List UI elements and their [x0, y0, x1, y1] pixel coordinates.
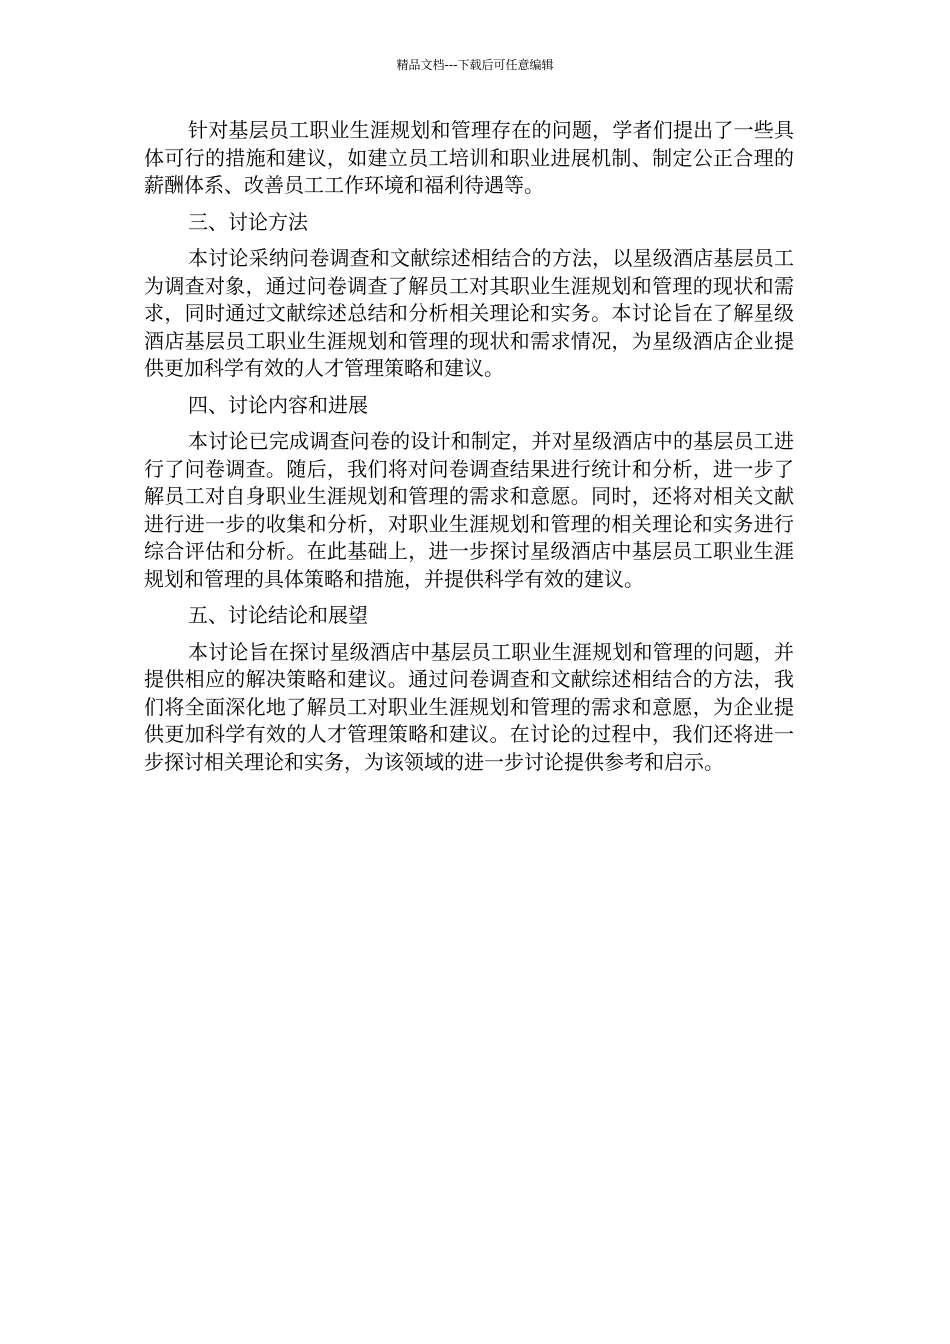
paragraph-conclusion: 本讨论旨在探讨星级酒店中基层员工职业生涯规划和管理的问题，并提供相应的解决策略和建议。通过问卷调查和文献综述相结合的方法，我们将全面深化地了解员工对职业生涯规划和管理的需求和意愿，为企业提供更加科学有效的人才管理策略和建议。在讨论的过程中，我们还将进一步探讨相关理论和实务，为该领域的进一步讨论提供参考和启示。 [144, 639, 794, 774]
section-heading-progress: 四、讨论内容和进展 [188, 392, 368, 417]
section-heading-conclusion: 五、讨论结论和展望 [188, 603, 368, 627]
paragraph-progress: 本讨论已完成调查问卷的设计和制定，并对星级酒店中的基层员工进行了问卷调查。随后，我们将对问卷调查结果进行统计和分析，进一步了解员工对自身职业生涯规划和管理的需求和意愿。同时，还将对相关文献进行进一步的收集和分析，对职业生涯规划和管理的相关理论和实务进行综合评估和分析。在此基础上，进一步探讨星级酒店中基层员工职业生涯规划和管理的具体策略和措施，并提供科学有效的建议。 [144, 429, 794, 591]
paragraph-measures: 针对基层员工职业生涯规划和管理存在的问题，学者们提出了一些具体可行的措施和建议，如建立员工培训和职业进展机制、制定公正合理的薪酬体系、改善员工工作环境和福利待遇等。 [144, 118, 794, 197]
paragraph-methods: 本讨论采纳问卷调查和文献综述相结合的方法，以星级酒店基层员工为调查对象，通过问卷调查了解员工对其职业生涯规划和管理的现状和需求，同时通过文献综述总结和分析相关理论和实务。本讨论旨在了解星级酒店基层员工职业生涯规划和管理的现状和需求情况，为星级酒店企业提供更加科学有效的人才管理策略和建议。 [144, 246, 794, 380]
document-body [144, 117, 794, 785]
page-header: 精品文档---下载后可任意编辑 [396, 58, 554, 72]
section-heading-methods: 三、讨论方法 [188, 209, 308, 234]
